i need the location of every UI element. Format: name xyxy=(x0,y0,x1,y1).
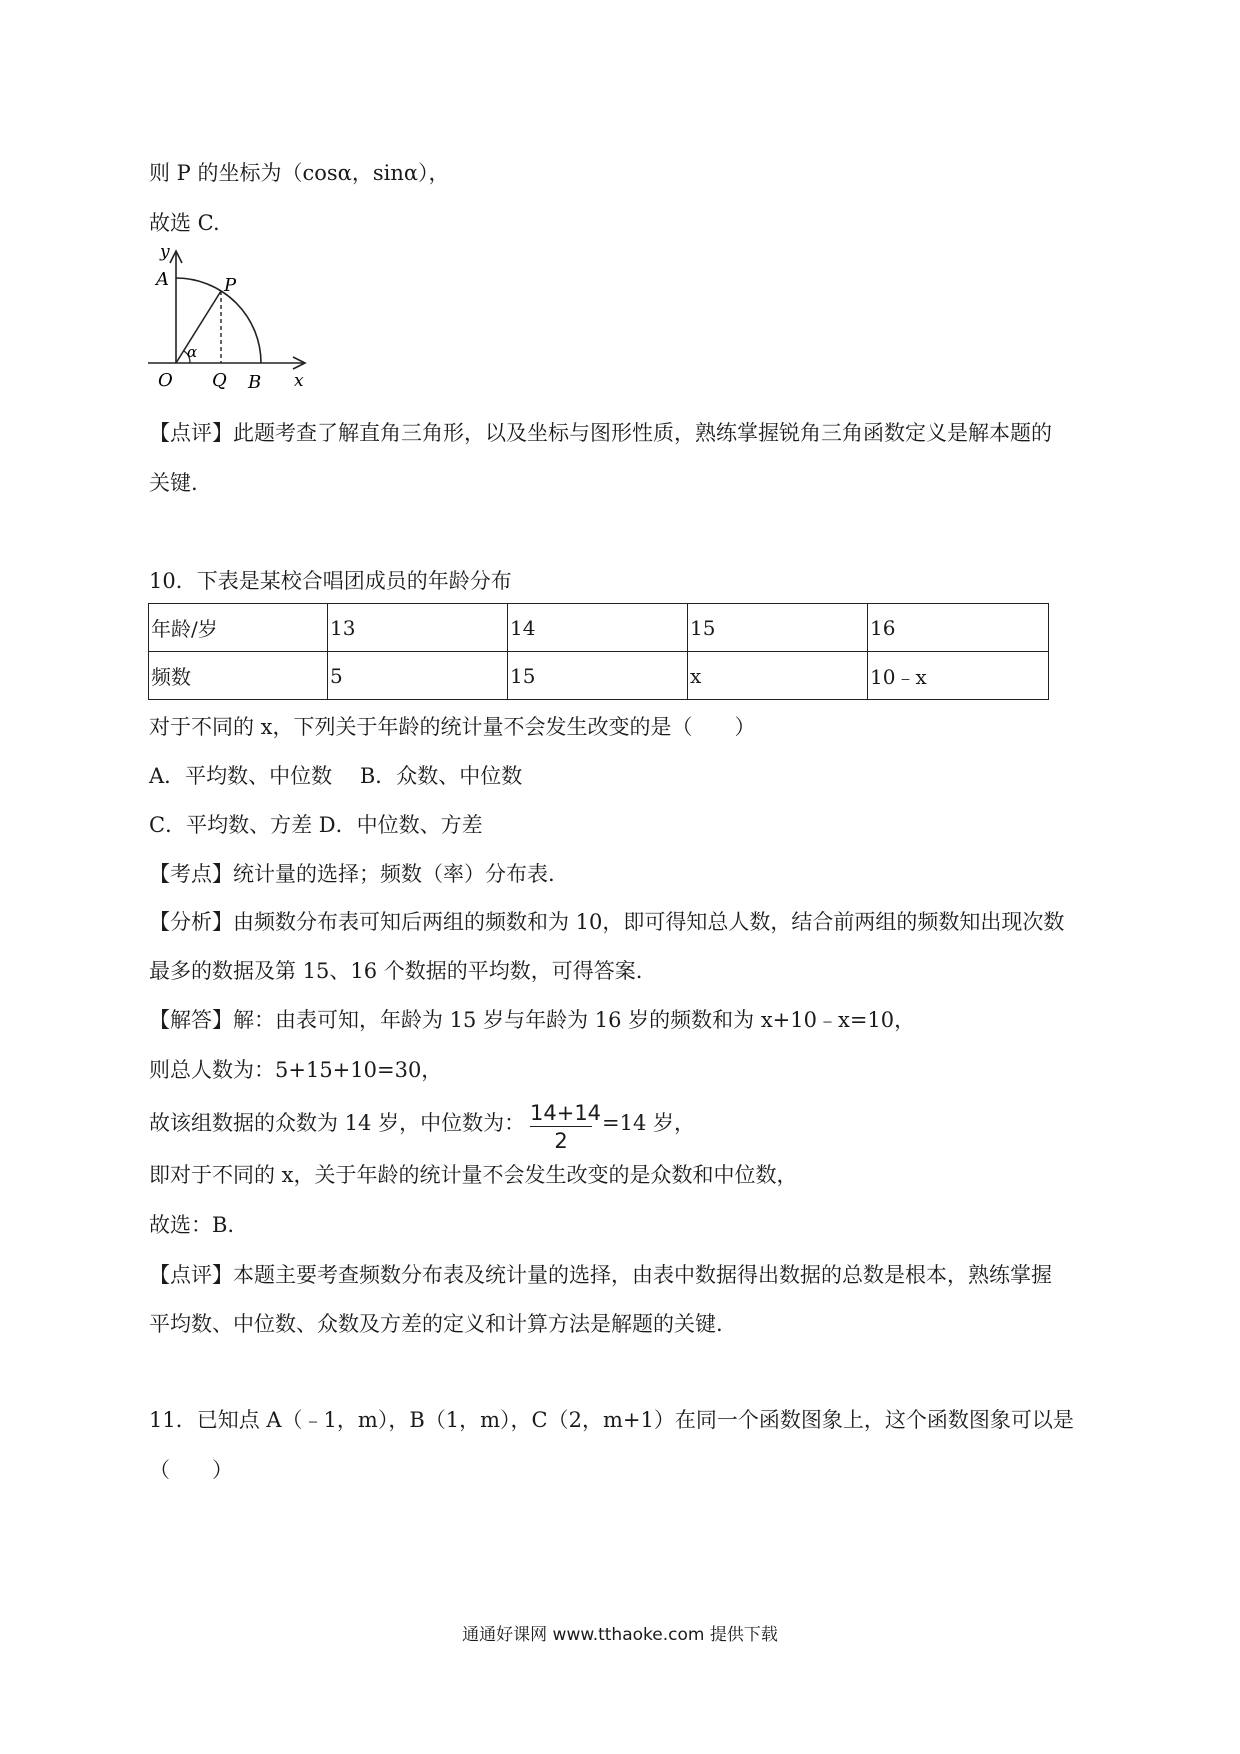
q11-stem-1: 11．已知点 A（﹣1，m），B（1，m），C（2，m+1）在同一个函数图象上，这个函数图象可以是 xyxy=(149,1408,1074,1432)
q10-options-ab: A．平均数、中位数 B．众数、中位数 xyxy=(149,764,523,788)
table-cell: 13 xyxy=(328,604,508,652)
table-cell: 5 xyxy=(328,652,508,700)
unit-circle-figure xyxy=(140,245,320,400)
fraction-numerator: 14+14 xyxy=(530,1101,602,1125)
q10-stem: 10．下表是某校合唱团成员的年龄分布 xyxy=(149,569,512,593)
q10-question: 对于不同的 x，下列关于年龄的统计量不会发生改变的是（ ） xyxy=(149,715,756,739)
q10-jieda-3-post: =14 岁， xyxy=(602,1111,695,1135)
q10-jieda-4: 即对于不同的 x，关于年龄的统计量不会发生改变的是众数和中位数， xyxy=(149,1163,798,1187)
table-row xyxy=(149,604,1049,652)
label-O: O xyxy=(158,370,173,391)
table-cell: 频数 xyxy=(149,652,328,700)
comment-line-1: 【点评】此题考查了解直角三角形，以及坐标与图形性质，熟练掌握锐角三角函数定义是解本题的 xyxy=(149,421,1052,445)
q10-jieda-1: 【解答】解：由表可知，年龄为 15 岁与年龄为 16 岁的频数和为 x+10﹣x=10， xyxy=(149,1008,916,1032)
q10-jieda-2: 则总人数为：5+15+10=30， xyxy=(149,1058,443,1082)
label-A: A xyxy=(156,269,169,290)
table-cell: x xyxy=(688,652,868,700)
answer-choice-line: 故选 C. xyxy=(149,211,220,235)
table-cell: 15 xyxy=(508,652,688,700)
label-alpha: α xyxy=(187,343,198,361)
median-fraction xyxy=(530,1100,602,1155)
answer-coordinate-line: 则 P 的坐标为（cosα，sinα）， xyxy=(149,161,450,185)
q10-kaodian: 【考点】统计量的选择；频数（率）分布表. xyxy=(149,862,555,886)
q10-fenxi-1: 【分析】由频数分布表可知后两组的频数和为 10，即可得知总人数，结合前两组的频数知出现次数 xyxy=(149,910,1065,934)
table-cell: 16 xyxy=(868,604,1049,652)
table-cell: 15 xyxy=(688,604,868,652)
label-P: P xyxy=(224,275,237,296)
q10-jieda-5: 故选：B. xyxy=(149,1213,235,1237)
label-B: B xyxy=(248,372,262,393)
label-Q: Q xyxy=(212,370,227,391)
q10-dianping-1: 【点评】本题主要考查频数分布表及统计量的选择，由表中数据得出数据的总数是根本，熟练掌握 xyxy=(149,1263,1052,1287)
fraction-denominator: 2 xyxy=(554,1129,568,1153)
table-row xyxy=(149,652,1049,700)
table-cell: 10﹣x xyxy=(868,652,1049,700)
q10-fenxi-2: 最多的数据及第 15、16 个数据的平均数，可得答案. xyxy=(149,959,643,983)
q11-stem-2: （ ） xyxy=(149,1458,233,1482)
footer-text: 通通好课网 www.tthaoke.com 提供下载 xyxy=(462,1625,778,1645)
label-x: x xyxy=(294,371,304,391)
q10-jieda-3-pre: 故该组数据的众数为 14 岁，中位数为： xyxy=(149,1111,526,1135)
q10-options-cd: C．平均数、方差 D．中位数、方差 xyxy=(149,813,483,837)
table-cell: 年龄/岁 xyxy=(149,604,328,652)
comment-line-2: 关键. xyxy=(149,471,198,495)
age-distribution-table xyxy=(148,603,1049,700)
label-y: y xyxy=(160,245,170,262)
table-cell: 14 xyxy=(508,604,688,652)
q10-dianping-2: 平均数、中位数、众数及方差的定义和计算方法是解题的关键. xyxy=(149,1312,723,1336)
